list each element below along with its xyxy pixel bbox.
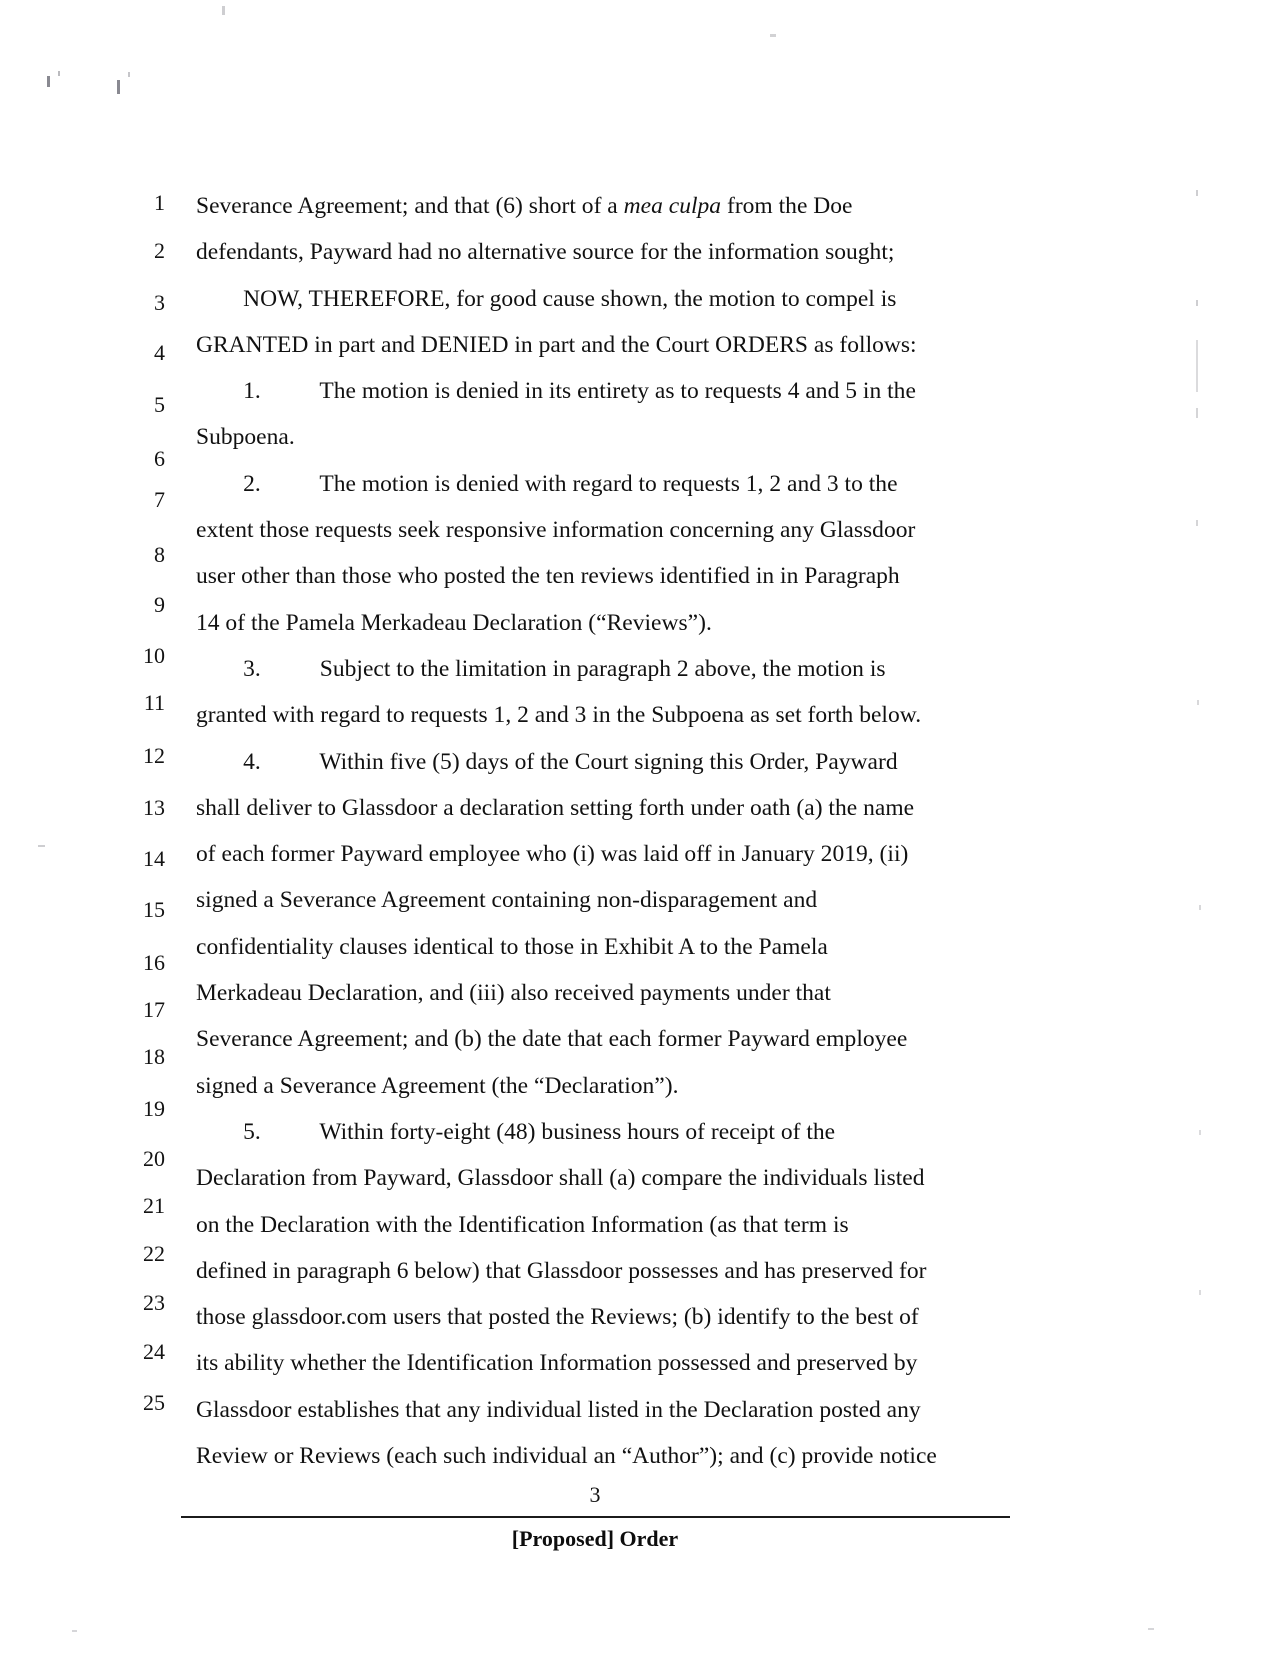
footer-document-title: [Proposed] Order [511,1526,679,1551]
document-text-line: Severance Agreement; and that (6) short of a mea culpa from the Doe [196,193,853,219]
line-number: 2 [154,238,165,263]
document-text-line: on the Declaration with the Identification Information (as that term is [196,1211,849,1238]
line-number: 17 [143,997,165,1022]
document-body [196,183,1028,1479]
document-text-line: 14 of the Pamela Merkadeau Declaration (“Reviews”). [196,609,712,636]
document-text-line: confidentiality clauses identical to those in Exhibit A to the Pamela [196,933,828,960]
document-text-line: user other than those who posted the ten reviews identified in in Paragraph [196,563,900,590]
line-number: 7 [154,487,165,512]
line-number: 21 [143,1193,165,1218]
document-text-line: Subpoena. [196,424,295,451]
document-text-line: Review or Reviews (each such individual an “Author”); and (c) provide notice [196,1443,937,1470]
scan-artifact-mark [1196,520,1198,526]
document-text-line: Merkadeau Declaration, and (iii) also received payments under that [196,980,831,1007]
document-text-line: defined in paragraph 6 below) that Glassdoor possesses and has preserved for [196,1257,927,1284]
line-number: 15 [143,897,165,922]
document-text-line: granted with regard to requests 1, 2 and 3 in the Subpoena as set forth below. [196,702,922,729]
line-number: 4 [154,340,165,365]
document-text-line: GRANTED in part and DENIED in part and the Court ORDERS as follows: [196,331,917,358]
scan-artifact-mark [1199,1130,1201,1135]
footer-divider [181,1516,1010,1518]
scan-artifact-mark [1196,340,1198,392]
line-number: 19 [143,1096,165,1121]
line-number: 18 [143,1044,165,1069]
scan-artifact-mark [1197,700,1199,705]
scan-artifact-mark [1196,408,1198,418]
document-text-line: extent those requests seek responsive information concerning any Glassdoor [196,517,916,544]
document-text-line: of each former Payward employee who (i) was laid off in January 2019, (ii) [196,841,909,868]
document-text-line: 3. Subject to the limitation in paragraph 2 above, the motion is [196,655,886,682]
line-number: 1 [154,190,165,215]
scan-artifact-mark [1196,190,1198,196]
document-text-line: 5. Within forty-eight (48) business hours of receipt of the [196,1118,836,1145]
line-number: 16 [143,950,165,975]
document-text-line: shall deliver to Glassdoor a declaration setting forth under oath (a) the name [196,794,915,821]
document-text-line: its ability whether the Identification Information possessed and preserved by [196,1350,918,1377]
italic-phrase: mea culpa [623,193,722,219]
line-number: 14 [143,846,165,871]
line-number: 9 [154,592,165,617]
scan-artifact-mark [1199,905,1201,910]
scan-artifact-mark [222,6,225,15]
document-text-line: Declaration from Payward, Glassdoor shall (a) compare the individuals listed [196,1165,925,1192]
document-text-line: those glassdoor.com users that posted the Reviews; (b) identify to the best of [196,1304,919,1331]
line-number: 22 [143,1241,165,1266]
line-number-gutter [0,0,190,1657]
line-number: 25 [143,1390,165,1415]
line-number: 10 [143,643,165,668]
line-number: 6 [154,446,165,471]
document-text-line: 1. The motion is denied in its entirety as to requests 4 and 5 in the [196,378,916,405]
document-text-line: Glassdoor establishes that any individual listed in the Declaration posted any [196,1396,921,1423]
document-text-line: NOW, THEREFORE, for good cause shown, the motion to compel is [196,285,897,312]
line-number: 24 [143,1339,165,1364]
scan-artifact-mark [770,34,776,37]
line-number: 12 [143,743,165,768]
scan-artifact-mark [1196,300,1198,306]
scan-artifact-mark [1199,1290,1201,1295]
line-number: 11 [143,690,165,715]
document-text-line: defendants, Payward had no alternative source for the information sought; [196,239,895,266]
footer-page-number: 3 [589,1482,601,1507]
document-text-line: signed a Severance Agreement (the “Declaration”). [196,1072,679,1099]
document-text-line: 4. Within five (5) days of the Court signing this Order, Payward [196,748,898,775]
line-number: 13 [143,795,165,820]
line-number: 23 [143,1290,165,1315]
line-number: 5 [154,392,165,417]
line-number: 8 [154,542,165,567]
document-text-line: 2. The motion is denied with regard to requests 1, 2 and 3 to the [196,470,898,497]
line-number: 3 [154,290,165,315]
line-number: 20 [143,1146,165,1171]
document-text-line: Severance Agreement; and (b) the date that each former Payward employee [196,1026,908,1053]
scan-artifact-mark [1148,1628,1154,1630]
document-text-line: signed a Severance Agreement containing non-disparagement and [196,887,818,914]
